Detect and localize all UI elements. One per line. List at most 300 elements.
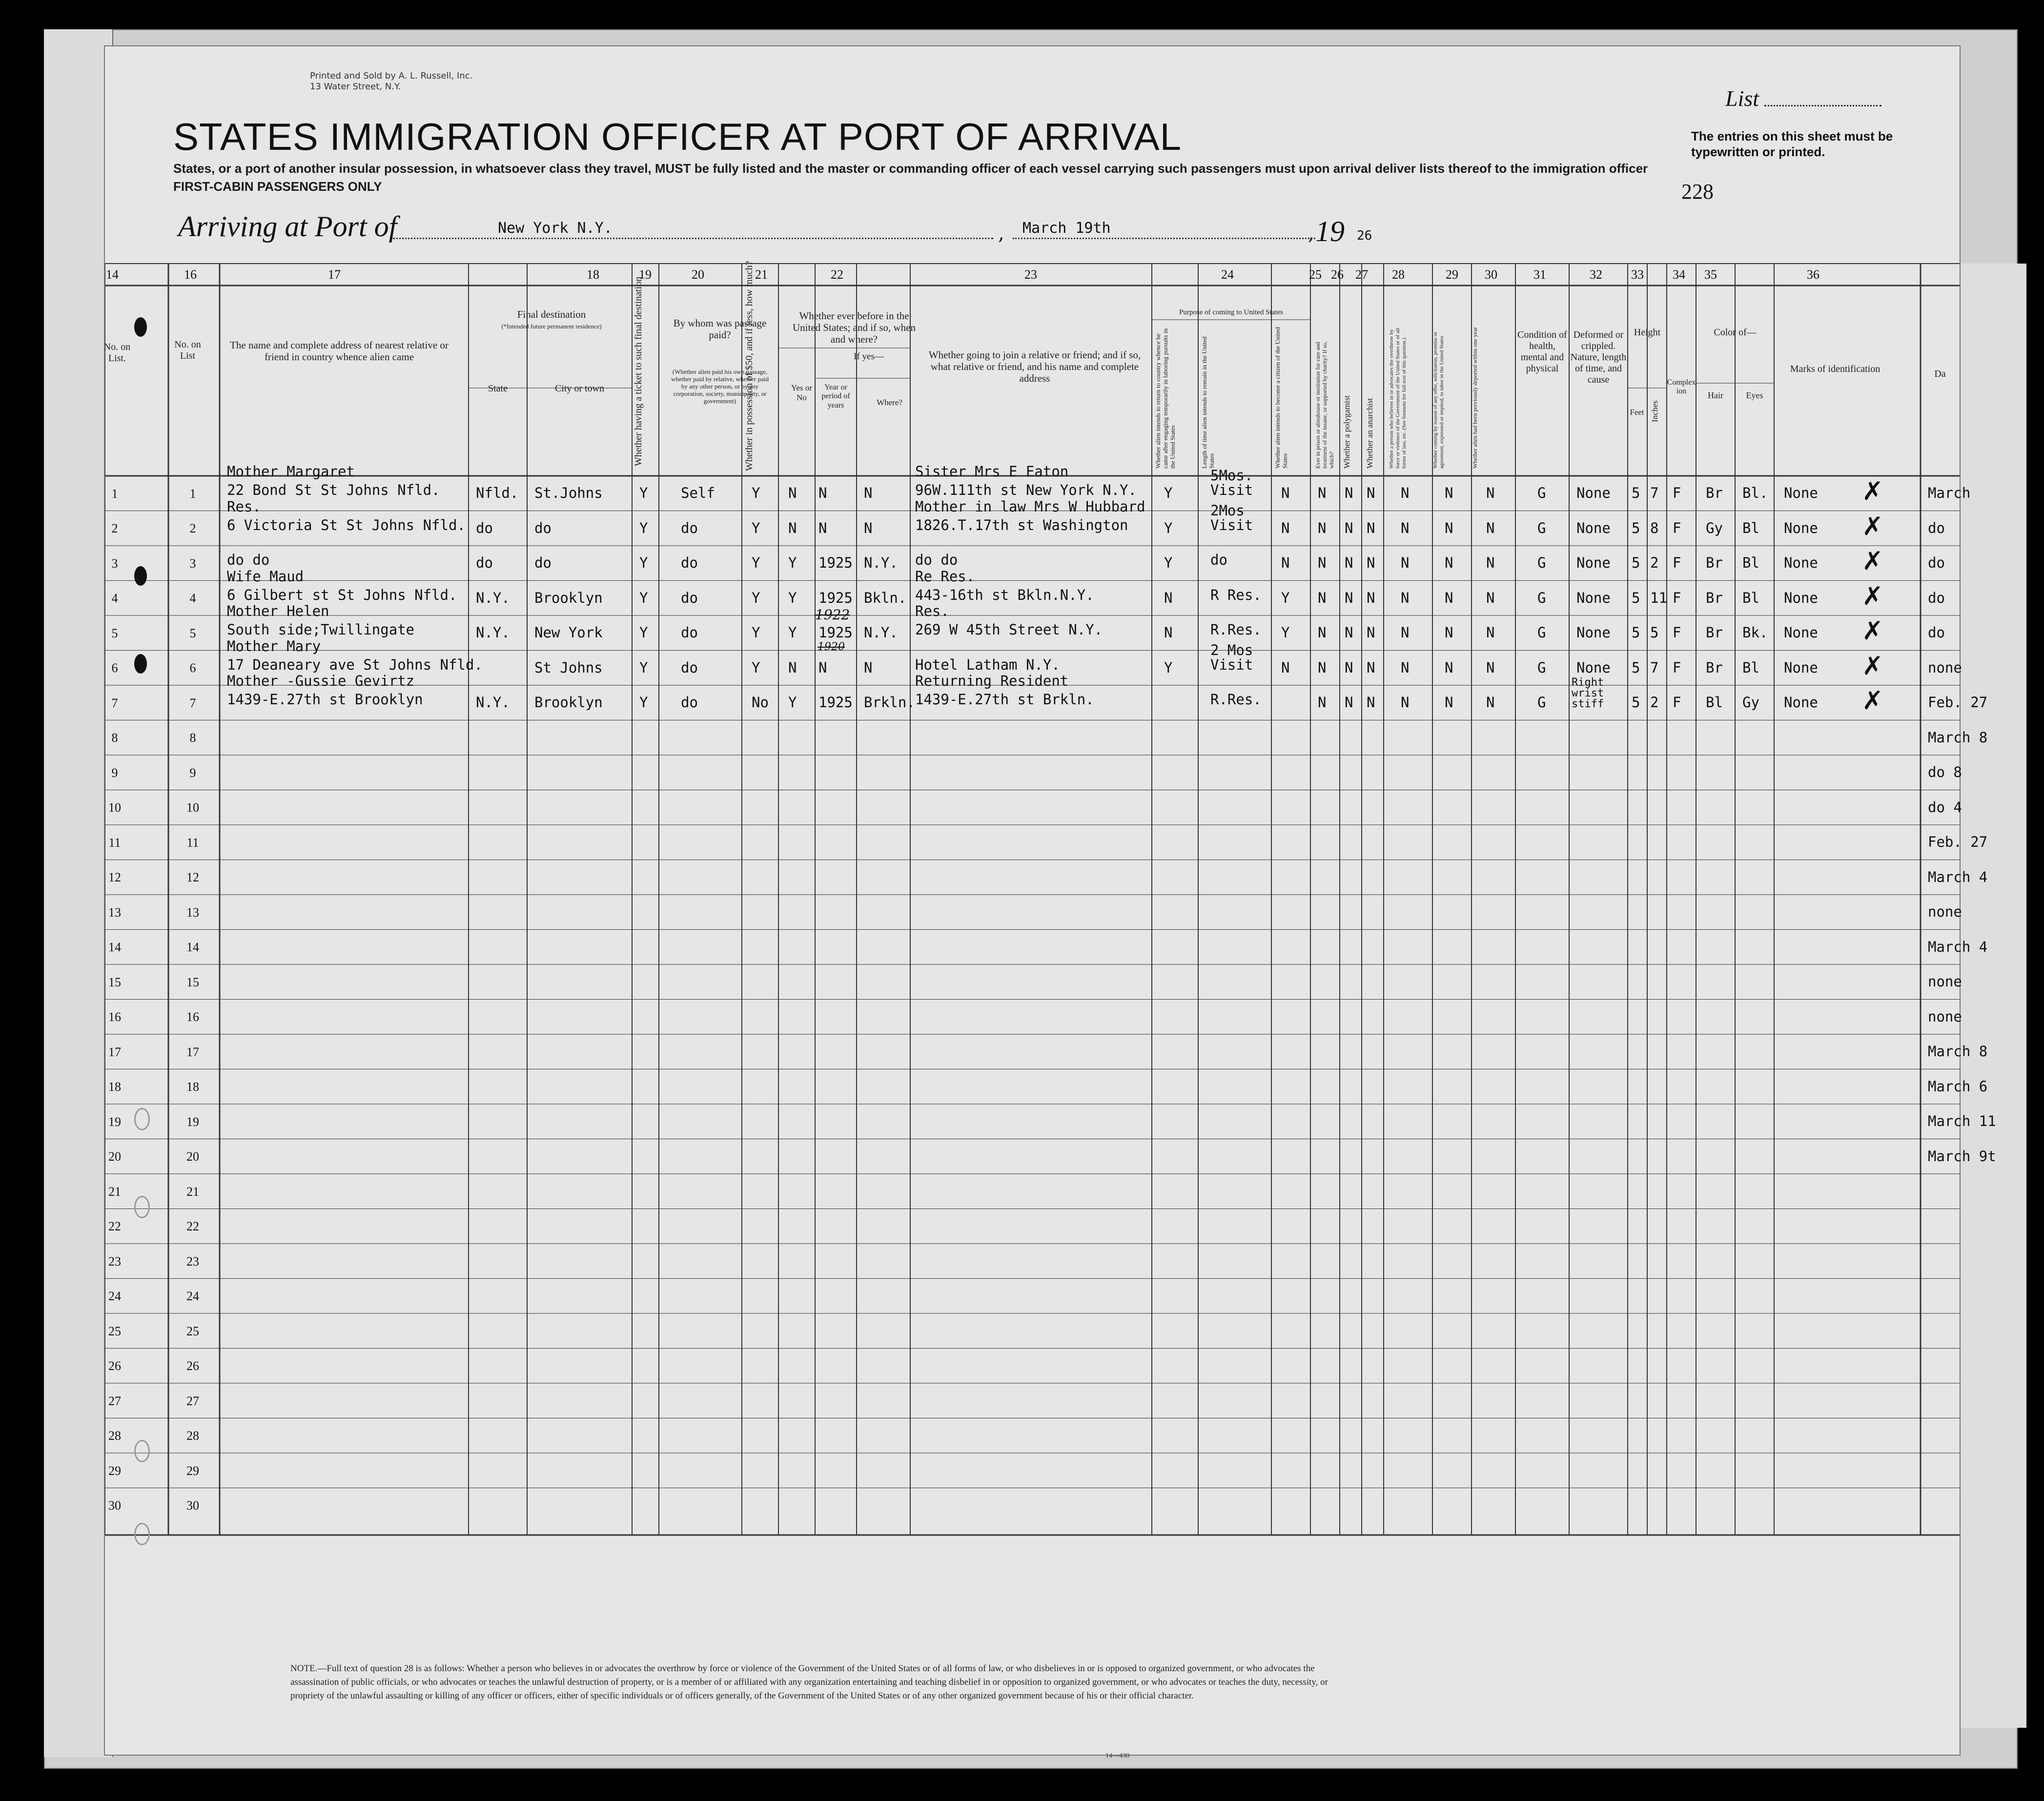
header-marks: Marks of identification	[1790, 364, 1880, 374]
relative-address: 22 Bond St St Johns Nfld.	[227, 482, 440, 498]
prison-value: N	[1318, 694, 1327, 711]
destination-city: New York	[534, 624, 603, 641]
citizen-intent-value: N	[1281, 554, 1290, 571]
joining-address: 96W.111th st New York N.Y.	[915, 482, 1137, 498]
purpose-return-value: Y	[1164, 485, 1173, 501]
citizen-intent-value: N	[1281, 659, 1290, 676]
where-value: N	[864, 519, 873, 536]
destination-state: N.Y.	[476, 589, 510, 606]
eye-color-value: Bl	[1742, 554, 1759, 571]
destination-state: N.Y.	[476, 624, 510, 641]
header-year-period: Year or period of years	[821, 383, 850, 409]
stay-length-value: 5Mos.	[1210, 467, 1253, 484]
destination-state: Nfld.	[476, 485, 519, 501]
header-no-on-list-left: No. on List.	[103, 342, 131, 364]
complexion-value: F	[1673, 589, 1681, 606]
row-number: 6	[189, 661, 196, 675]
row-number: 10	[186, 800, 199, 815]
stay-length-value: 2 Mos	[1210, 641, 1253, 658]
column-number: 27	[1355, 267, 1368, 282]
eye-color-value: Bl	[1742, 659, 1759, 676]
contract-labor-value: N	[1445, 694, 1453, 711]
header-contract-labor: Whether coming by reason of any offer, solicitation, promise or agreement, expressed or implied, to labor in the United States	[1432, 331, 1445, 469]
year-prefix: 19	[1315, 215, 1345, 247]
joining-relative: Res.	[915, 603, 949, 619]
purpose-return-value: Y	[1164, 519, 1173, 536]
header-city: City or town	[554, 383, 605, 394]
destination-city: do	[534, 519, 552, 536]
year-value: 1925	[818, 624, 853, 641]
row-number-left: 3	[111, 556, 118, 571]
joining-address: do do	[915, 552, 958, 568]
header-color-of: Color of—	[1714, 327, 1757, 338]
header-eyes: Eyes	[1746, 390, 1763, 400]
stay-purpose-value: Visit	[1210, 656, 1253, 673]
header-purpose: Purpose of coming to United States	[1179, 308, 1283, 316]
been-before-value: N	[788, 519, 797, 536]
polygamist-value: N	[1345, 519, 1353, 536]
joining-relative: Mother in law Mrs W Hubbard	[915, 498, 1145, 515]
deported-value: N	[1486, 589, 1495, 606]
page-title: STATES IMMIGRATION OFFICER AT PORT OF ARRIVAL	[173, 115, 1182, 158]
relative-name: Mother Mary	[227, 637, 321, 655]
column-number: 17	[328, 267, 341, 282]
checkmark-x-icon: ✗	[1862, 616, 1883, 646]
column-number: 36	[1807, 267, 1819, 282]
destination-city: St Johns	[534, 659, 603, 676]
hair-color-value: Br	[1706, 659, 1723, 676]
arrival-date-edge: do	[1928, 519, 1945, 536]
arrival-date-edge: do	[1928, 589, 1945, 606]
row-number: 29	[186, 1463, 199, 1478]
polygamist-value: N	[1345, 485, 1353, 501]
arrival-date-edge: March 8	[1928, 1043, 1988, 1060]
complexion-value: F	[1673, 694, 1681, 711]
question-28-value: N	[1401, 694, 1410, 711]
been-before-value: Y	[788, 554, 797, 571]
destination-state: N.Y.	[476, 694, 510, 711]
previous-page-edge	[44, 29, 113, 1757]
row-number-left: 16	[108, 1010, 121, 1024]
eye-color-value: Bk.	[1742, 624, 1768, 641]
header-hair: Hair	[1708, 390, 1723, 400]
money-value: Y	[752, 589, 760, 606]
question-28-value: N	[1401, 624, 1410, 641]
header-polygamist: Whether a polygamist	[1342, 395, 1351, 469]
header-final-destination-note: (*Intended future permanent residence)	[501, 323, 602, 330]
anarchist-value: N	[1367, 519, 1375, 536]
identification-marks-value: None	[1784, 694, 1818, 711]
joining-address: 1439-E.27th st Brkln.	[915, 691, 1094, 708]
row-number: 24	[186, 1289, 199, 1304]
question-28-value: N	[1401, 659, 1410, 676]
deported-value: N	[1486, 624, 1495, 641]
row-number: 13	[186, 905, 199, 920]
deformity-value: None	[1576, 519, 1611, 536]
row-number: 1	[189, 486, 196, 501]
health-value: G	[1537, 485, 1546, 501]
complexion-value: F	[1673, 624, 1681, 641]
joining-address: Hotel Latham N.Y.	[915, 656, 1060, 673]
arrival-date-edge: March 9t	[1928, 1147, 1996, 1165]
checkmark-x-icon: ✗	[1862, 686, 1883, 716]
instructions-line: States, or a port of another insular possession, in whatsoever class they travel, MUST be fully listed and the master or commanding officer of each vessel carrying such passengers must upon arrival deliver lists thereof to the immigration officer	[173, 161, 1648, 176]
relative-address: 1439-E.27th st Brooklyn	[227, 691, 423, 708]
contract-labor-value: N	[1445, 589, 1453, 606]
date-line	[1013, 238, 1315, 239]
purpose-return-value: N	[1164, 624, 1173, 641]
deported-value: N	[1486, 659, 1495, 676]
row-number: 7	[189, 696, 196, 710]
form-code: 14—430	[1105, 1752, 1129, 1760]
row-number: 11	[186, 835, 199, 850]
been-before-value: Y	[788, 589, 797, 606]
row-number-left: 18	[108, 1080, 121, 1094]
polygamist-value: N	[1345, 659, 1353, 676]
year-value: 1925	[818, 694, 853, 711]
column-number: 31	[1533, 267, 1546, 282]
table-grid	[105, 46, 1960, 1755]
stay-purpose-value: R.Res.	[1210, 691, 1262, 708]
header-if-yes: If yes—	[854, 351, 884, 362]
destination-state: do	[476, 519, 493, 536]
purpose-return-value: N	[1164, 589, 1173, 606]
health-value: G	[1537, 554, 1546, 571]
prison-value: N	[1318, 589, 1327, 606]
been-before-value: Y	[788, 624, 797, 641]
checkmark-x-icon: ✗	[1862, 477, 1883, 506]
arrival-date-edge: none	[1928, 903, 1962, 920]
complexion-value: F	[1673, 519, 1681, 536]
height-inches-value: 5	[1650, 624, 1659, 641]
row-number-left: 11	[108, 835, 121, 850]
height-feet-value: 5	[1632, 519, 1640, 536]
anarchist-value: N	[1367, 624, 1375, 641]
prison-value: N	[1318, 519, 1327, 536]
footnote: NOTE.—Full text of question 28 is as follows: Whether a person who believes in or advocates the overthrow by force or violence of the Government of the United States or of all forms of law, or who disbelieves in or is opposed to organized government, or who advocates the assassination of public officials, or who advocates or teaches the unlawful destruction of property, or is a member of or affiliated with any organization entertaining and teaching disbelief in or opposition to organized government, or who advocates or teaches the duty, necessity, or propriety of the unlawful assaulting or killing of any officer or officers, either of specific individuals or of officers generally, of the Government of the United States or of any other organized government because of his or their official character.	[290, 1663, 1328, 1701]
passage-paid-value: Self	[681, 485, 715, 501]
complexion-value: F	[1673, 554, 1681, 571]
money-value: Y	[752, 659, 760, 676]
health-value: G	[1537, 624, 1546, 641]
prison-value: N	[1318, 554, 1327, 571]
hair-color-value: Br	[1706, 485, 1723, 501]
header-ticket: Whether having a ticket to such final destination	[633, 276, 644, 466]
header-joining: Whether going to join a relative or friend; and if so, what relative or friend, and his name and complete address	[928, 349, 1141, 385]
arrival-date-edge: Feb. 27	[1928, 834, 1988, 850]
column-number: 35	[1704, 267, 1717, 282]
punch-hole	[134, 1196, 150, 1218]
row-number-left: 30	[108, 1498, 121, 1513]
where-value: N	[864, 659, 873, 676]
joining-relative: Re Res.	[915, 568, 975, 585]
identification-marks-value: None	[1784, 485, 1818, 501]
row-number-left: 25	[108, 1324, 121, 1338]
where-value: N	[864, 485, 873, 501]
sheet-number: 228	[1681, 180, 1714, 204]
prison-value: N	[1318, 624, 1327, 641]
column-number: 29	[1446, 267, 1458, 282]
row-number: 25	[186, 1324, 199, 1338]
date-value: March 19th	[1022, 220, 1111, 237]
column-number: 23	[1024, 267, 1037, 282]
row-number: 5	[189, 626, 196, 640]
passage-paid-value: do	[681, 624, 698, 641]
been-before-value: N	[788, 659, 797, 676]
height-feet-value: 5	[1632, 589, 1640, 606]
destination-city: do	[534, 554, 552, 571]
comma-2: ,	[1308, 222, 1314, 245]
contract-labor-value: N	[1445, 554, 1453, 571]
ticket-value: Y	[639, 589, 648, 606]
row-number: 14	[186, 940, 199, 955]
row-number-left: 9	[111, 765, 118, 780]
prison-value: N	[1318, 485, 1327, 501]
ticket-value: Y	[639, 659, 648, 676]
joining-relative: Returning Resident	[915, 673, 1069, 689]
health-value: G	[1537, 659, 1546, 676]
anarchist-value: N	[1367, 659, 1375, 676]
punch-hole	[134, 654, 147, 674]
port-value: New York N.Y.	[498, 220, 613, 237]
header-question-28: Whether a person who believes in or advocates the overthrow by force or violence of the Government of the United States or of all forms of law, etc. (See footnote for full text of this question.)	[1389, 328, 1407, 469]
row-number: 12	[186, 870, 199, 885]
deported-value: N	[1486, 485, 1495, 501]
header-passage-paid: By whom was passage paid?	[673, 317, 767, 341]
row-number-left: 12	[108, 870, 121, 885]
where-value: Bkln.	[864, 589, 907, 606]
header-before-in-us: Whether ever before in the United States; and if so, when and where?	[793, 310, 916, 346]
arrival-date-edge: none	[1928, 973, 1962, 990]
header-prison: Ever in prison or almshouse or institution for care and treatment of the insane, or supported by charity? If so, which?	[1314, 341, 1335, 469]
prison-value: N	[1318, 659, 1327, 676]
arrival-date-edge: Feb. 27	[1928, 694, 1988, 711]
row-number: 2	[189, 521, 196, 536]
stay-purpose-value: Visit	[1210, 482, 1253, 498]
eye-color-value: Gy	[1742, 694, 1759, 711]
header-height: Height	[1634, 327, 1661, 338]
header-yes-no: Yes or No	[791, 383, 813, 402]
row-number: 23	[186, 1254, 199, 1269]
complexion-value: F	[1673, 659, 1681, 676]
checkmark-x-icon: ✗	[1862, 512, 1883, 541]
ticket-value: Y	[639, 485, 648, 501]
column-number: 24	[1221, 267, 1234, 282]
complexion-value: F	[1673, 485, 1681, 501]
column-number: 21	[755, 267, 768, 282]
joining-relative: Sister Mrs E Eaton	[915, 463, 1069, 480]
list-number-line	[1764, 105, 1881, 106]
hair-color-value: Bl	[1706, 694, 1723, 711]
stay-length-value: 2Mos	[1210, 502, 1245, 519]
header-purpose-length: Length of time alien intends to remain in the United States	[1201, 336, 1215, 469]
joining-address: 443-16th st Bkln.N.Y.	[915, 586, 1094, 603]
punch-hole	[134, 1108, 150, 1130]
question-28-value: N	[1401, 554, 1410, 571]
arrival-date-edge: none	[1928, 1008, 1962, 1025]
row-number-left: 17	[108, 1044, 121, 1059]
header-feet: Feet	[1630, 408, 1644, 417]
destination-state: do	[476, 554, 493, 571]
row-number-left: 13	[108, 905, 121, 920]
checkmark-x-icon: ✗	[1862, 581, 1883, 611]
row-number-left: 10	[108, 800, 121, 815]
arrival-date-edge: March 8	[1928, 729, 1988, 746]
column-number: 30	[1485, 267, 1497, 282]
money-value: No	[752, 694, 769, 711]
citizen-intent-value: Y	[1281, 624, 1290, 641]
deformity-value: None	[1576, 485, 1611, 501]
row-number-left: 15	[108, 975, 121, 989]
eye-color-value: Bl	[1742, 589, 1759, 606]
money-value: Y	[752, 485, 760, 501]
year-value: 1925	[818, 554, 853, 571]
deformity-value: None	[1576, 554, 1611, 571]
height-feet-value: 5	[1632, 554, 1640, 571]
row-number: 15	[186, 975, 199, 989]
column-number: 19	[639, 267, 652, 282]
row-number-left: 26	[108, 1359, 121, 1373]
joining-address: 269 W 45th Street N.Y.	[915, 621, 1103, 638]
typewritten-notice: The entries on this sheet must be typewritten or printed.	[1691, 129, 1893, 159]
citizen-intent-value: Y	[1281, 589, 1290, 606]
eye-color-value: Bl.	[1742, 485, 1768, 501]
row-number: 19	[186, 1114, 199, 1129]
contract-labor-value: N	[1445, 485, 1453, 501]
stay-purpose-value: Visit	[1210, 516, 1253, 533]
been-before-value: N	[788, 485, 797, 501]
header-possession: Whether in possession of $50, and if less, how much?	[744, 261, 755, 471]
arrival-date-edge: March 4	[1928, 938, 1988, 955]
row-number: 8	[189, 731, 196, 745]
anarchist-value: N	[1367, 554, 1375, 571]
arrival-date-edge: March 6	[1928, 1078, 1988, 1095]
column-number: 14	[106, 267, 119, 282]
anarchist-value: N	[1367, 589, 1375, 606]
punch-hole	[134, 317, 147, 337]
year-value: N	[818, 659, 827, 676]
polygamist-value: N	[1345, 554, 1353, 571]
deformity-value: None	[1576, 659, 1611, 676]
row-number: 28	[186, 1429, 199, 1443]
arrival-date-edge: do 8	[1928, 764, 1962, 780]
row-number-left: 2	[111, 521, 118, 536]
hair-color-value: Br	[1706, 589, 1723, 606]
polygamist-value: N	[1345, 624, 1353, 641]
contract-labor-value: N	[1445, 659, 1453, 676]
arrival-date-edge: March 4	[1928, 868, 1988, 885]
relative-address: 6 Victoria St St Johns Nfld.	[227, 516, 466, 533]
punch-hole	[134, 566, 147, 586]
column-number: 33	[1631, 267, 1644, 282]
row-number: 18	[186, 1080, 199, 1094]
relative-name: Mother Helen	[227, 603, 329, 619]
deported-value: N	[1486, 554, 1495, 571]
row-number-left: 5	[111, 626, 118, 640]
hair-color-value: Br	[1706, 554, 1723, 571]
header-relative: The name and complete address of nearest relative or friend in country whence alien came	[230, 339, 449, 363]
handwritten-year-row4: 1922	[815, 607, 850, 623]
header-date-edge: Da	[1934, 368, 1946, 379]
checkmark-x-icon: ✗	[1862, 547, 1883, 576]
row-number-left: 23	[108, 1254, 121, 1269]
passage-paid-value: do	[681, 694, 698, 711]
column-number: 28	[1392, 267, 1405, 282]
where-value: Brkln.	[864, 694, 915, 711]
row-number-left: 7	[111, 696, 118, 710]
ticket-value: Y	[639, 519, 648, 536]
deported-value: N	[1486, 519, 1495, 536]
row-number: 3	[189, 556, 196, 571]
arrival-date-edge: March 11	[1928, 1113, 1996, 1129]
identification-marks-value: None	[1784, 519, 1818, 536]
comma: ,	[998, 222, 1004, 245]
row-number-left: 14	[108, 940, 121, 955]
joining-address: 1826.T.17th st Washington	[915, 516, 1128, 533]
row-number-left: 28	[108, 1429, 121, 1443]
ticket-value: Y	[639, 624, 648, 641]
row-number: 9	[189, 765, 196, 780]
stay-purpose-value: do	[1210, 552, 1227, 568]
health-value: G	[1537, 589, 1546, 606]
column-number: 34	[1673, 267, 1685, 282]
relative-name: Mother Margaret	[227, 463, 355, 480]
question-28-value: N	[1401, 519, 1410, 536]
eye-color-value: Bl	[1742, 519, 1759, 536]
arrival-date-edge: do	[1928, 624, 1945, 641]
year-suffix: 26	[1357, 228, 1372, 243]
height-feet-value: 5	[1632, 659, 1640, 676]
deformity-value: Right wrist stiff	[1572, 676, 1604, 710]
row-number-left: 19	[108, 1114, 121, 1129]
row-number: 26	[186, 1359, 199, 1373]
anarchist-value: N	[1367, 485, 1375, 501]
hair-color-value: Br	[1706, 624, 1723, 641]
column-number: 22	[831, 267, 843, 282]
money-value: Y	[752, 624, 760, 641]
row-number-left: 27	[108, 1393, 121, 1408]
column-number: 20	[692, 267, 704, 282]
been-before-value: Y	[788, 694, 797, 711]
arrival-date-edge: do 4	[1928, 798, 1962, 816]
height-inches-value: 8	[1650, 519, 1659, 536]
printer-imprint	[310, 71, 472, 92]
height-inches-value: 7	[1650, 659, 1659, 676]
relative-address: 17 Deaneary ave St Johns Nfld.	[227, 656, 483, 673]
column-number: 26	[1331, 267, 1344, 282]
row-number: 22	[186, 1219, 199, 1234]
manifest-sheet	[103, 46, 1996, 1760]
passage-paid-value: do	[681, 519, 698, 536]
header-state: State	[488, 383, 508, 394]
header-anarchist: Whether an anarchist	[1365, 398, 1374, 469]
where-value: N.Y.	[864, 624, 898, 641]
row-number: 20	[186, 1149, 199, 1164]
row-number-left: 20	[108, 1149, 121, 1164]
row-number: 30	[186, 1498, 199, 1513]
row-number-left: 24	[108, 1289, 121, 1304]
relative-name: Res.	[227, 498, 261, 515]
identification-marks-value: None	[1784, 589, 1818, 606]
stay-purpose-value: R Res.	[1210, 586, 1262, 603]
height-inches-value: 2	[1650, 694, 1659, 711]
header-complexion: Complexion	[1667, 378, 1696, 396]
column-number: 32	[1590, 267, 1602, 282]
header-passage-note: (Whether alien paid his own passage, whether paid by relative, whether paid by any other person, or by any corporation, society, municipality, or government)	[671, 368, 769, 405]
health-value: G	[1537, 694, 1546, 711]
health-value: G	[1537, 519, 1546, 536]
column-number: 25	[1309, 267, 1322, 282]
